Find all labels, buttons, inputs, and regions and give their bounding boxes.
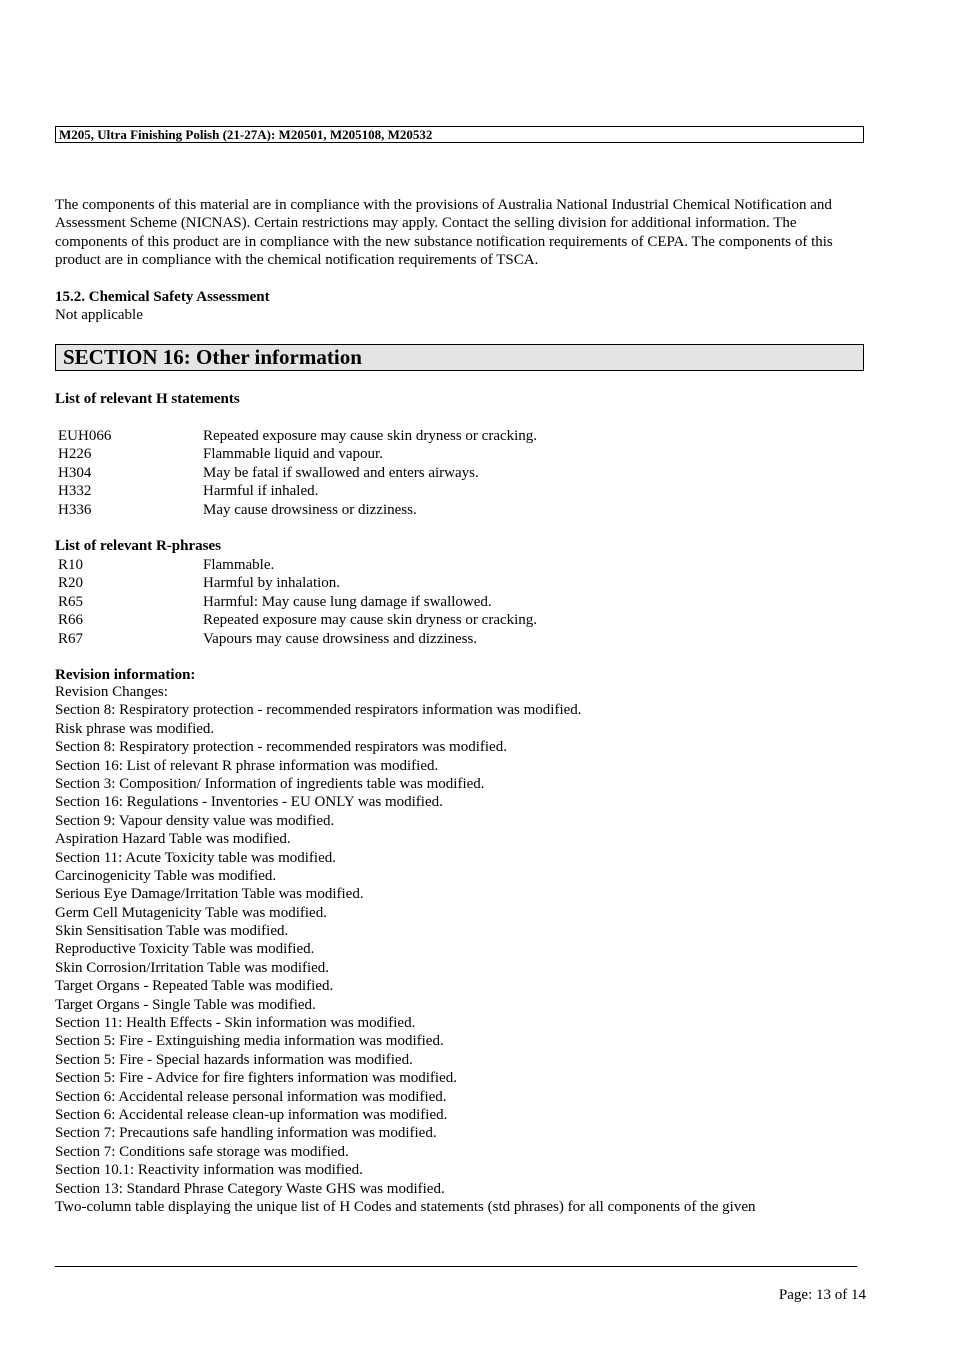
document-header-product: M205, Ultra Finishing Polish (21-27A): M20501, M205108, M20532 — [55, 126, 864, 143]
revision-line: Section 3: Composition/ Information of ingredients table was modified. — [55, 775, 485, 792]
r-code: R67 — [58, 630, 84, 647]
r-phrase-text: Flammable. — [203, 557, 275, 573]
r-phrase-text: Repeated exposure may cause skin dryness or cracking. — [203, 612, 538, 629]
revision-line: Section 5: Fire - Advice for fire fighters information was modified. — [55, 1070, 457, 1087]
r-phrase-text: Vapours may cause drowsiness and dizziness. — [203, 630, 478, 647]
page-number: Page: 13 of 14 — [778, 1287, 866, 1303]
revision-line: Two-column table displaying the unique list of H Codes and statements (std phrases) for all components of the given — [55, 1198, 756, 1215]
footer-divider — [55, 1266, 857, 1267]
revision-line: Germ Cell Mutagenicity Table was modified. — [55, 904, 327, 921]
revision-line: Section 16: List of relevant R phrase information was modified. — [55, 757, 439, 774]
revision-line: Carcinogenicity Table was modified. — [55, 867, 277, 884]
revision-line: Target Organs - Repeated Table was modified. — [55, 978, 334, 995]
r-code: R65 — [58, 593, 84, 610]
revision-line: Serious Eye Damage/Irritation Table was modified. — [55, 886, 364, 903]
revision-line: Section 7: Precautions safe handling information was modified. — [55, 1125, 437, 1142]
r-code: R66 — [58, 612, 84, 629]
h-statement-text: Harmful if inhaled. — [203, 483, 319, 500]
revision-line: Section 5: Fire - Special hazards information was modified. — [55, 1051, 413, 1068]
h-code: H304 — [58, 464, 92, 481]
r-code: R20 — [58, 575, 84, 592]
revision-line: Target Organs - Single Table was modified. — [55, 996, 316, 1013]
revision-information-heading: Revision information: — [55, 667, 196, 683]
revision-line: Section 7: Conditions safe storage was modified. — [55, 1143, 349, 1160]
h-statement-text: May be fatal if swallowed and enters airways. — [203, 464, 479, 481]
r-code: R10 — [58, 557, 84, 573]
revision-line: Section 16: Regulations - Inventories - EU ONLY was modified. — [55, 794, 443, 811]
revision-line: Section 10.1: Reactivity information was modified. — [55, 1162, 363, 1179]
revision-line: Section 13: Standard Phrase Category Waste GHS was modified. — [55, 1180, 445, 1197]
revision-line: Section 9: Vapour density value was modified. — [55, 812, 335, 829]
revision-line: Section 8: Respiratory protection - recommended respirators was modified. — [55, 739, 507, 756]
revision-line: Revision Changes: — [55, 684, 168, 700]
revision-line: Section 5: Fire - Extinguishing media information was modified. — [55, 1033, 444, 1050]
revision-changes-list — [55, 683, 875, 1216]
revision-line: Risk phrase was modified. — [55, 720, 215, 737]
h-code: H332 — [58, 483, 92, 500]
h-code: H336 — [58, 501, 92, 518]
h-statements-heading: List of relevant H statements — [55, 391, 240, 407]
section-16-title: SECTION 16: Other information — [55, 344, 864, 371]
r-phrases-heading: List of relevant R-phrases — [55, 538, 221, 554]
compliance-paragraph: The components of this material are in compliance with the provisions of Australia National Industrial Chemical Notification and Assessment Scheme (NICNAS). Certain restrictions may apply. Contact the selling division for additional information. The components of this product are in compliance with the new substance notification requirements of CEPA. The components of this product are in compliance with the chemical notification requirements of TSCA. — [55, 197, 833, 269]
h-code: EUH066 — [58, 428, 112, 444]
chemical-safety-assessment-value: Not applicable — [55, 307, 143, 323]
revision-line: Section 6: Accidental release personal information was modified. — [55, 1088, 447, 1105]
chemical-safety-assessment-heading: 15.2. Chemical Safety Assessment — [55, 289, 270, 305]
revision-line: Skin Sensitisation Table was modified. — [55, 923, 289, 940]
revision-line: Reproductive Toxicity Table was modified. — [55, 941, 315, 958]
revision-line: Aspiration Hazard Table was modified. — [55, 831, 291, 848]
r-phrase-text: Harmful by inhalation. — [203, 575, 341, 592]
h-code: H226 — [58, 446, 92, 463]
h-statement-text: Repeated exposure may cause skin dryness or cracking. — [203, 428, 538, 444]
h-statement-text: May cause drowsiness or dizziness. — [203, 501, 417, 518]
revision-line: Skin Corrosion/Irritation Table was modified. — [55, 959, 330, 976]
revision-line: Section 11: Health Effects - Skin information was modified. — [55, 1015, 416, 1032]
revision-line: Section 6: Accidental release clean-up information was modified. — [55, 1106, 448, 1123]
revision-line: Section 11: Acute Toxicity table was modified. — [55, 849, 336, 866]
r-phrase-text: Harmful: May cause lung damage if swallowed. — [203, 593, 492, 610]
revision-line: Section 8: Respiratory protection - recommended respirators information was modified. — [55, 702, 582, 719]
h-statement-text: Flammable liquid and vapour. — [203, 446, 383, 463]
